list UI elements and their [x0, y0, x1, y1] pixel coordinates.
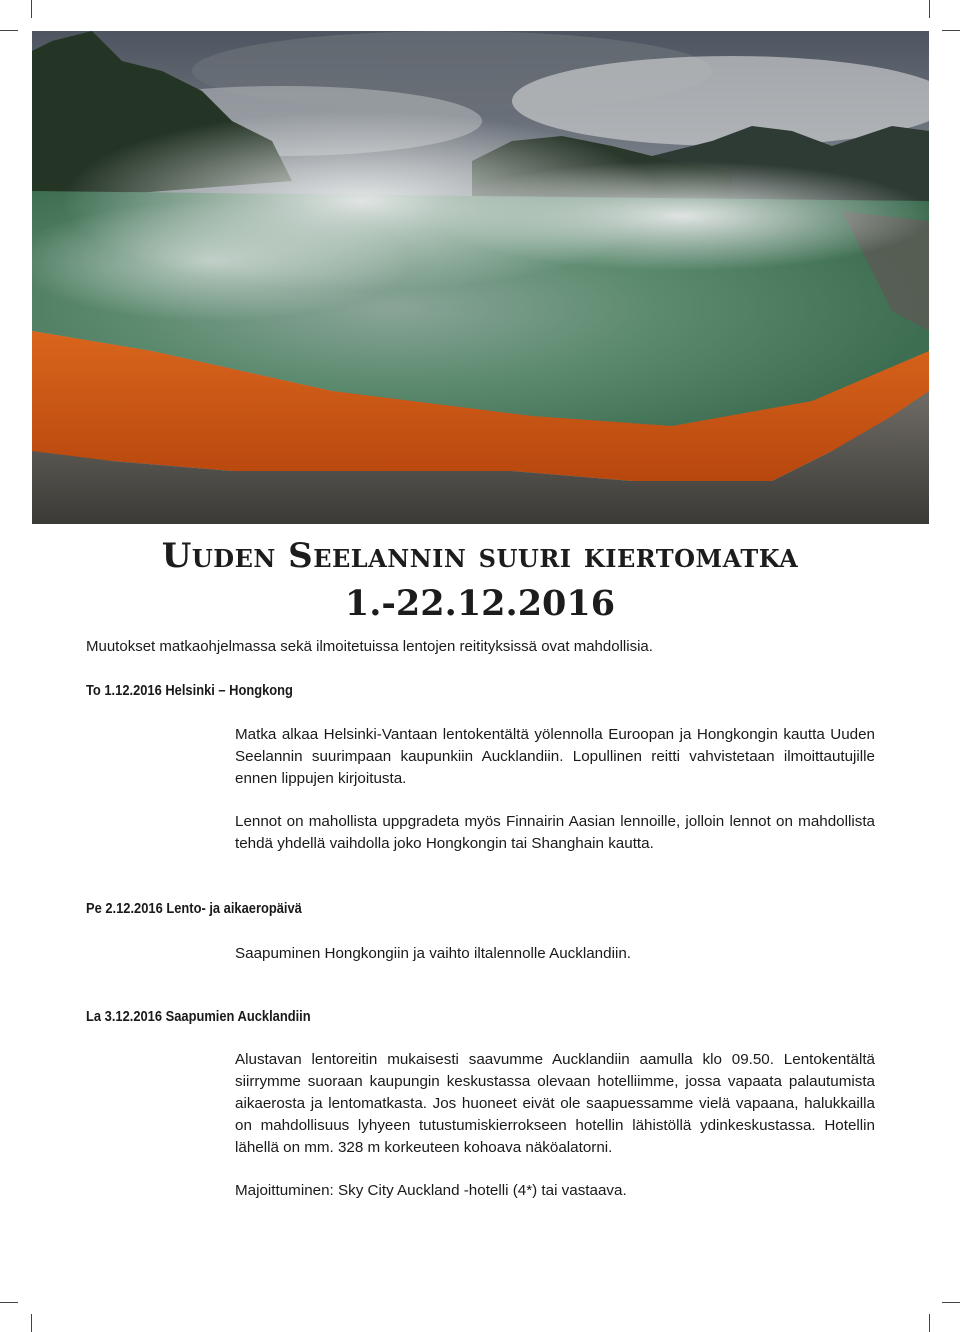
page-title-dates: 1.-22.12.2016	[344, 583, 616, 624]
day-heading: To 1.12.2016 Helsinki – Hongkong	[86, 682, 293, 699]
day-paragraph: Majoittuminen: Sky City Auckland -hotelli (4*) tai vastaava.	[235, 1182, 627, 1199]
day-paragraph: Matka alkaa Helsinki-Vantaan lentokentältä yölennolla Euroopan ja Hongkongin kautta Uuden Seelannin suurimpaan kaupunkiin Aucklandiin. Lopullinen reitti vahvistetaan ilmoittautujille ennen lippujen kirjoitusta.	[235, 726, 875, 787]
day-heading: La 3.12.2016 Saapumien Aucklandiin	[86, 1008, 311, 1025]
page-title: Uuden Seelannin suuri kiertomatka	[161, 536, 799, 576]
day-paragraph: Saapuminen Hongkongiin ja vaihto iltalennolle Aucklandiin.	[235, 945, 631, 962]
crop-mark	[942, 1302, 960, 1303]
day-paragraph: Lennot on mahollista uppgradeta myös Finnairin Aasian lennoille, jolloin lennot on mahdollista tehdä yhdellä vaihdolla joko Hongkongin tai Shanghain kautta.	[235, 813, 875, 852]
crop-mark	[0, 1302, 18, 1303]
crop-mark	[929, 1314, 930, 1332]
crop-mark	[929, 0, 930, 18]
day-heading: Pe 2.12.2016 Lento- ja aikaeropäivä	[86, 900, 302, 917]
crop-mark	[0, 30, 18, 31]
crop-mark	[31, 0, 32, 18]
notice-text: Muutokset matkaohjelmassa sekä ilmoitetuissa lentojen reitityksissä ovat mahdollisia.	[86, 638, 653, 655]
day-paragraph: Alustavan lentoreitin mukaisesti saavumme Aucklandiin aamulla klo 09.50. Lentokentältä siirrymme suoraan kaupungin keskustassa olevaan hotelliimme, jossa vapaata palautumista aikaerosta ja lentomatkasta. Jos huoneet eivät ole saapuessamme vielä vapaana, halukkailla on mahdollisuus lyhyeen tutustumiskierrokseen hotellin lähistöllä ydinkeskustassa. Hotellin lähellä on mm. 328 m korkeuteen kohoava näköalatorni.	[235, 1051, 875, 1156]
crop-mark	[31, 1314, 32, 1332]
hero-photo	[32, 31, 929, 524]
crop-mark	[942, 30, 960, 31]
